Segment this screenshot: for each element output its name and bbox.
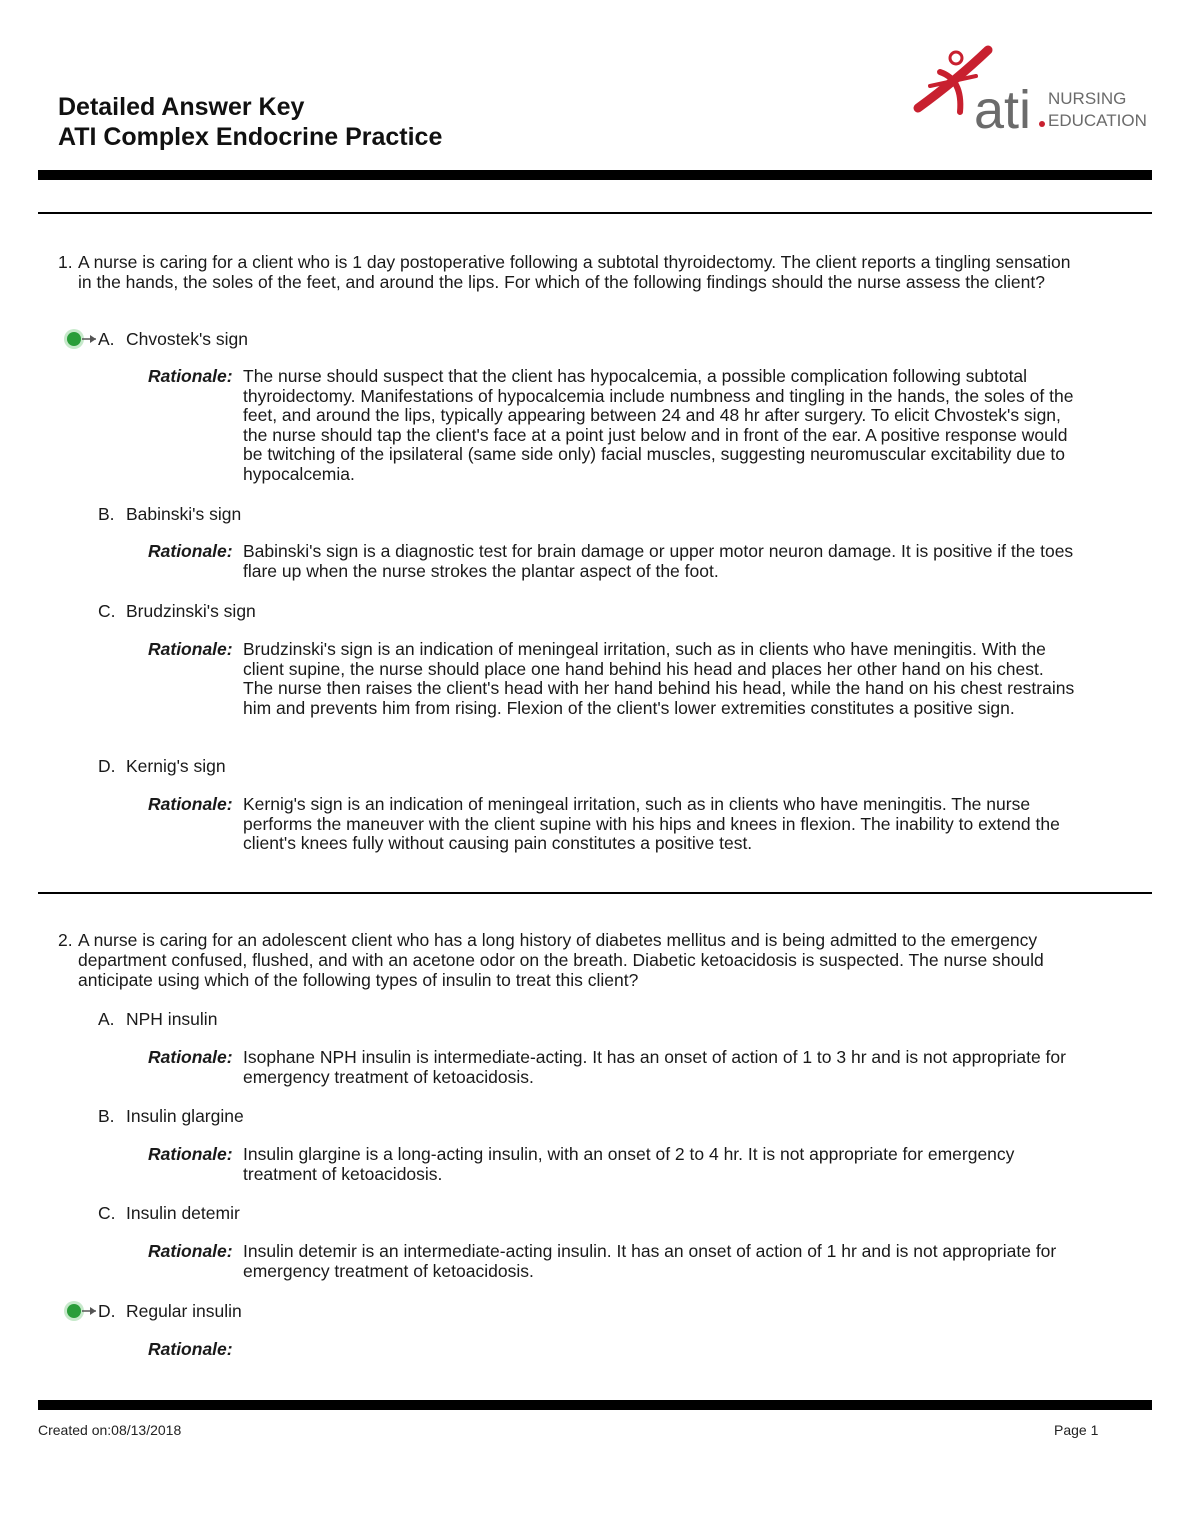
option-letter: A. [98,329,115,349]
rationale-text: Insulin detemir is an intermediate-acting insulin. It has an onset of action of 1 hr and is not appropriate for emergency treatment of ketoacidosis. [243,1241,1057,1281]
header-rule [38,170,1152,180]
option-1a [98,329,248,349]
question-2 [58,931,1088,990]
option-2d [98,1301,242,1321]
rationale-label: Rationale: [148,639,233,659]
logo-line-2: EDUCATION [1048,111,1147,130]
rationale-text: Brudzinski's sign is an indication of meningeal irritation, such as in clients who have meningitis. With the client supine, the nurse should place one hand behind his head and places her other hand on his chest. The nurse then raises the client's head with her hand behind his head, while the hand on his chest restrains him and prevents him from rising. Flexion of the client's lower extremities constitutes a positive sign. [243,639,1075,718]
question-1 [58,253,1088,293]
option-2a [98,1009,217,1029]
rationale-label: Rationale: [148,1241,233,1261]
rationale-text: Kernig's sign is an indication of meningeal irritation, such as in clients who have meningitis. The nurse performs the maneuver with the client supine with his hips and knees in flexion. The inability to extend the client's knees fully without causing pain constitutes a positive test. [243,794,1060,854]
option-label: Kernig's sign [126,756,226,776]
option-letter: D. [98,756,116,776]
logo-dot [1039,121,1045,127]
option-1c [98,601,256,621]
page-number: Page 1 [1054,1422,1099,1438]
rationale-label: Rationale: [148,1144,233,1164]
option-1b [98,504,241,524]
option-1d [98,756,226,776]
title-line-1: Detailed Answer Key [58,93,305,121]
rationale-text: Isophane NPH insulin is intermediate-acting. It has an onset of action of 1 to 3 hr and is not appropriate for emergency treatment of ketoacidosis. [243,1047,1066,1087]
option-letter: C. [98,601,116,621]
rationale-text: Insulin glargine is a long-acting insulin, with an onset of 2 to 4 hr. It is not appropriate for emergency treatment of ketoacidosis. [243,1144,1015,1184]
logo-line-1: NURSING [1048,89,1127,108]
rationale-text: The nurse should suspect that the client has hypocalcemia, a possible complication following subtotal thyroidectomy. Manifestations of hypocalcemia include numbness and tingling in the hands, the soles of the feet, and around the lips, typically appearing between 24 and 48 hr after surgery. To elicit Chvostek's sign, the nurse should tap the client's face at a point just below and in front of the ear. A positive response would be twitching of the ipsilateral (same side only) facial muscles, suggesting neuromuscular excitability due to hypocalcemia. [243,366,1074,484]
logo-figure-head [950,52,962,64]
question-number: 1. [58,252,73,272]
question-text: A nurse is caring for a client who is 1 day postoperative following a subtotal thyroidectomy. The client reports a tingling sensation in the hands, the soles of the feet, and around the lips. For which of the following findings should the nurse assess the client? [78,252,1071,292]
created-date: Created on:08/13/2018 [38,1422,182,1438]
rationale-label: Rationale: [148,1339,233,1359]
rationale-label: Rationale: [148,1047,233,1067]
rationale-text: Babinski's sign is a diagnostic test for brain damage or upper motor neuron damage. It is positive if the toes flare up when the nurse strokes the plantar aspect of the foot. [243,541,1074,581]
option-letter: C. [98,1203,116,1223]
rationale-1c [148,640,1078,718]
option-label: Brudzinski's sign [126,601,256,621]
option-2b [98,1106,244,1126]
rationale-1a [148,367,1078,485]
rationale-label: Rationale: [148,366,233,386]
option-label: Regular insulin [126,1301,242,1321]
rationale-label: Rationale: [148,541,233,561]
option-letter: B. [98,1106,115,1126]
option-label: Chvostek's sign [126,329,249,349]
question-number: 2. [58,930,73,950]
footer-rule [38,1400,1152,1410]
rationale-1d [148,795,1078,854]
option-label: Insulin glargine [126,1106,244,1126]
question-divider [38,892,1152,894]
section-divider [38,212,1152,214]
question-text: A nurse is caring for an adolescent client who has a long history of diabetes mellitus and is being admitted to the emergency department confused, flushed, and with an acetone odor on the breath. Diabetic ketoacidosis is suspected. The nurse should anticipate using which of the following types of insulin to treat this client? [78,930,1044,990]
rationale-2c [148,1242,1078,1281]
title-line-2: ATI Complex Endocrine Practice [58,123,443,151]
option-letter: B. [98,504,115,524]
ati-logo [910,42,1147,140]
rationale-label: Rationale: [148,794,233,814]
option-letter: D. [98,1301,116,1321]
logo-brand: ati [974,80,1032,140]
document-title [58,92,442,152]
correct-answer-icon [62,1300,98,1322]
correct-answer-icon [62,328,98,350]
ati-logo-graphic [910,42,1147,140]
rationale-1b [148,542,1078,581]
rationale-2a [148,1048,1078,1087]
option-label: Babinski's sign [126,504,242,524]
option-label: NPH insulin [126,1009,218,1029]
option-2c [98,1203,240,1223]
option-letter: A. [98,1009,115,1029]
rationale-2b [148,1145,1078,1184]
option-label: Insulin detemir [126,1203,240,1223]
